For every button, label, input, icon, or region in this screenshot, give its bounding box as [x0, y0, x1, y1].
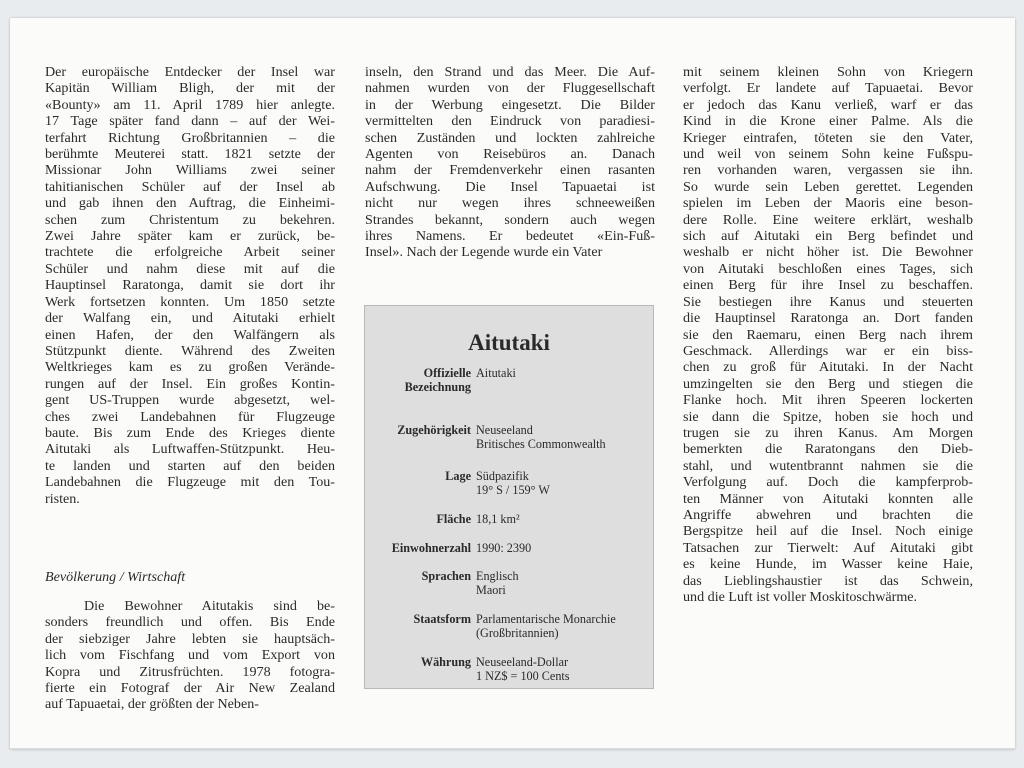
info-value-line: Aitutaki — [476, 366, 516, 380]
text-line: Landebahnen die Flugzeuge mit den Tou- — [45, 474, 335, 491]
text-line: Kopra und Zitrusfrüchten. 1978 fotogra- — [45, 663, 335, 680]
text-line: Krieger eintrafen, töteten sie den Vater, — [683, 129, 973, 146]
text-line: das Lieblingshaustier ist das Schwein, — [683, 572, 973, 589]
info-value-line: Parlamentarische Monarchie — [476, 612, 616, 626]
text-line: Die Bewohner Aitutakis sind be- — [84, 598, 335, 614]
info-value-line: Südpazifik — [476, 469, 529, 483]
text-line: ren vorhanden waren, vergassen sie ihn. — [683, 162, 973, 179]
info-value — [476, 366, 646, 380]
text-line: risten. — [45, 490, 80, 507]
text-line: Missionar John Williams zwei seiner — [45, 162, 335, 179]
info-label — [375, 366, 471, 394]
info-value — [476, 512, 646, 526]
info-label — [375, 541, 471, 555]
document-page — [10, 18, 1015, 749]
info-box — [364, 305, 654, 689]
text-line: Der europäische Entdecker der Insel war — [45, 64, 335, 80]
text-line: Geschmack. Allerdings war er ein biss- — [683, 342, 973, 359]
text-line: berühmte Meuterei statt. 1821 setzte der — [45, 146, 335, 163]
text-line: baute. Bis zum Ende des Krieges diente — [45, 424, 335, 441]
text-line: Tatsachen zur Tierwelt: Auf Aitutaki gibt — [683, 539, 973, 556]
info-label-line: Staatsform — [413, 612, 471, 626]
text-line: weshalb er nicht höher ist. Die Bewohner — [683, 244, 973, 261]
text-line: Agenten von Reisebüros an. Danach — [365, 146, 655, 163]
info-value-line: Englisch — [476, 569, 519, 583]
text-line: auf Tapuaetai, der größten der Neben- — [45, 696, 259, 713]
text-line: er jedoch das Kanu verließ, warf er das — [683, 96, 973, 113]
info-value-line: Maori — [476, 583, 506, 597]
text-line: Kapitän William Bligh, der mit der — [45, 80, 335, 97]
info-value-line: (Großbritannien) — [476, 626, 559, 640]
text-line: Werk fortsetzen konnten. Um 1850 setzte — [45, 293, 335, 310]
text-column-middle — [365, 64, 655, 261]
info-value — [476, 612, 646, 640]
text-line: rungen auf der Insel. Ein großes Kontin- — [45, 375, 335, 392]
text-line: «Bounty» am 11. April 1789 hier anlegte. — [45, 96, 335, 113]
info-value-line: Neuseeland-Dollar — [476, 655, 569, 669]
text-line: Kind in die Krone einer Palme. Als die — [683, 113, 973, 130]
text-line: ches zwei Landebahnen für Flugzeuge — [45, 408, 335, 425]
text-line: inseln, den Strand und das Meer. Die Auf- — [365, 64, 655, 80]
text-line: schen Zuständen und lockten zahlreiche — [365, 129, 655, 146]
text-line: ihres Namens. Er bedeutet «Ein-Fuß- — [365, 228, 655, 245]
text-line: ten Männer von Aitutaki konnten alle — [683, 490, 973, 507]
text-line: stahl, und wutentbrannt nahmen sie die — [683, 457, 973, 474]
text-line: trugen sie zu ihren Kanus. Am Morgen — [683, 424, 973, 441]
text-line: Flanke hoch. Mit ihren Speeren lockerten — [683, 392, 973, 409]
info-value — [476, 569, 646, 597]
info-value — [476, 423, 646, 451]
text-line: So wurde sein Leben gerettet. Legenden — [683, 178, 973, 195]
text-column-right — [683, 64, 973, 605]
info-label-line: Lage — [445, 469, 471, 483]
text-line: Insel». Nach der Legende wurde ein Vater — [365, 244, 603, 261]
text-line: sonders freundlich und offen. Bis Ende — [45, 614, 335, 631]
info-value-line: 1990: 2390 — [476, 541, 532, 555]
text-line: es keine Hunde, im Wasser keine Haie, — [683, 556, 973, 573]
info-value — [476, 655, 646, 683]
text-line: die Hauptinsel Raratonga an. Dort fanden — [683, 310, 973, 327]
text-line: Weltkrieges kam es zu großen Verände- — [45, 359, 335, 376]
text-line: gent US-Truppen wurde abgesetzt, wel- — [45, 392, 335, 409]
text-line: Aufschwung. Die Insel Tapuaetai ist — [365, 178, 655, 195]
info-label — [375, 612, 471, 626]
info-label — [375, 512, 471, 526]
text-line: und gab ihnen den Auftrag, die Einheimi- — [45, 195, 335, 212]
text-column-left-section — [45, 598, 335, 713]
text-line: te landen und starten auf den beiden — [45, 457, 335, 474]
text-line: von Aitutaki beschloßen eines Tages, sich — [683, 260, 973, 277]
text-line: mit seinem kleinen Sohn von Kriegern — [683, 64, 973, 80]
text-line: Sie bestiegen ihre Kanus und steuerten — [683, 293, 973, 310]
text-line: fierte ein Fotograf der Air New Zealand — [45, 680, 335, 697]
text-line: Bergspitze heil auf die Insel. Noch einige — [683, 523, 973, 540]
text-line: sich auf Aitutaki ein Berg befindet und — [683, 228, 973, 245]
info-label — [375, 569, 471, 583]
text-line: terfahrt Richtung Großbritannien – die — [45, 129, 335, 146]
text-line: einen Hafen, der den Walfängern als — [45, 326, 335, 343]
text-line: einen Berg für ihre Insel zu beschaffen. — [683, 277, 973, 294]
text-column-left — [45, 64, 335, 507]
text-line: Stützpunkt diente. Während des Zweiten — [45, 342, 335, 359]
text-line: Hauptinsel Raratonga, damit sie dort ihr — [45, 277, 335, 294]
text-line: nahm der Fremdenverkehr einen rasanten — [365, 162, 655, 179]
text-line: sie dann die Spitze, hoben sie hoch und — [683, 408, 973, 425]
text-line: lich vom Fischfang und vom Export von — [45, 647, 335, 664]
text-line: trachtete die erfolgreiche Arbeit seiner — [45, 244, 335, 261]
info-value-line: 19° S / 159° W — [476, 483, 550, 497]
info-value-line: 1 NZ$ = 100 Cents — [476, 669, 570, 683]
info-label-line: Sprachen — [421, 569, 471, 583]
info-label-line: Bezeichnung — [404, 380, 471, 394]
info-value — [476, 469, 646, 497]
info-value-line: Neuseeland — [476, 423, 533, 437]
text-line: der siebziger Jahre lebten sie hauptsäch- — [45, 630, 335, 647]
text-line: Angriffe abwehren und brachten die — [683, 506, 973, 523]
text-line: der Walfang ein, und Aitutaki erhielt — [45, 310, 335, 327]
text-line: Zwei Jahre später kam er zurück, be- — [45, 228, 335, 245]
text-line: chen zu groß für Aitutaki. In der Nacht — [683, 359, 973, 376]
text-line: bemerkten die Raratongans den Dieb- — [683, 441, 973, 458]
info-label-line: Einwohnerzahl — [391, 541, 471, 555]
info-box-title: Aitutaki — [468, 330, 550, 355]
text-line: sie den Raemaru, einen Berg nach ihrem — [683, 326, 973, 343]
text-line: dere Rolle. Eine weitere erklärt, weshalb — [683, 211, 973, 228]
text-line: vermittelten den Eindruck von paradiesi- — [365, 113, 655, 130]
text-line: nicht nur wegen ihres schneeweißen — [365, 195, 655, 212]
text-line: umzingelten sie den Berg und stiegen die — [683, 375, 973, 392]
text-line: spielen im Leben der Maoris eine beson- — [683, 195, 973, 212]
text-line: verfolgt. Er landete auf Tapuaetai. Bevor — [683, 80, 973, 97]
text-line: und weil von seinem Sohn keine Fußspu- — [683, 146, 973, 163]
info-label-line: Fläche — [436, 512, 471, 526]
info-label-line: Währung — [420, 655, 471, 669]
info-label — [375, 469, 471, 483]
info-label — [375, 423, 471, 437]
text-line: schen zum Christentum zu bekehren. — [45, 211, 335, 228]
text-line: Strandes bekannt, sondern auch wegen — [365, 211, 655, 228]
info-label — [375, 655, 471, 669]
info-label-line: Offizielle — [423, 366, 471, 380]
text-line: nahmen wurden von der Fluggesellschaft — [365, 80, 655, 97]
text-line: Aitutaki als Luftwaffen-Stützpunkt. Heu- — [45, 441, 335, 458]
text-line: und die Luft ist voller Moskitoschwärme. — [683, 589, 918, 605]
info-value — [476, 541, 646, 555]
section-heading: Bevölkerung / Wirtschaft — [45, 569, 186, 585]
info-label-line: Zugehörigkeit — [397, 423, 471, 437]
info-value-line: 18,1 km² — [476, 512, 520, 526]
text-line: tahitianischen Schüler auf der Insel ab — [45, 178, 335, 195]
text-line: Schüler und nahm diese mit auf die — [45, 260, 335, 277]
text-line: Verfolgung auf. Doch die kampferprob- — [683, 474, 973, 491]
text-line: in der Werbung eingesetzt. Die Bilder — [365, 96, 655, 113]
info-value-line: Britisches Commonwealth — [476, 437, 606, 451]
text-line: 17 Tage später fand dann – auf der Wei- — [45, 113, 335, 130]
